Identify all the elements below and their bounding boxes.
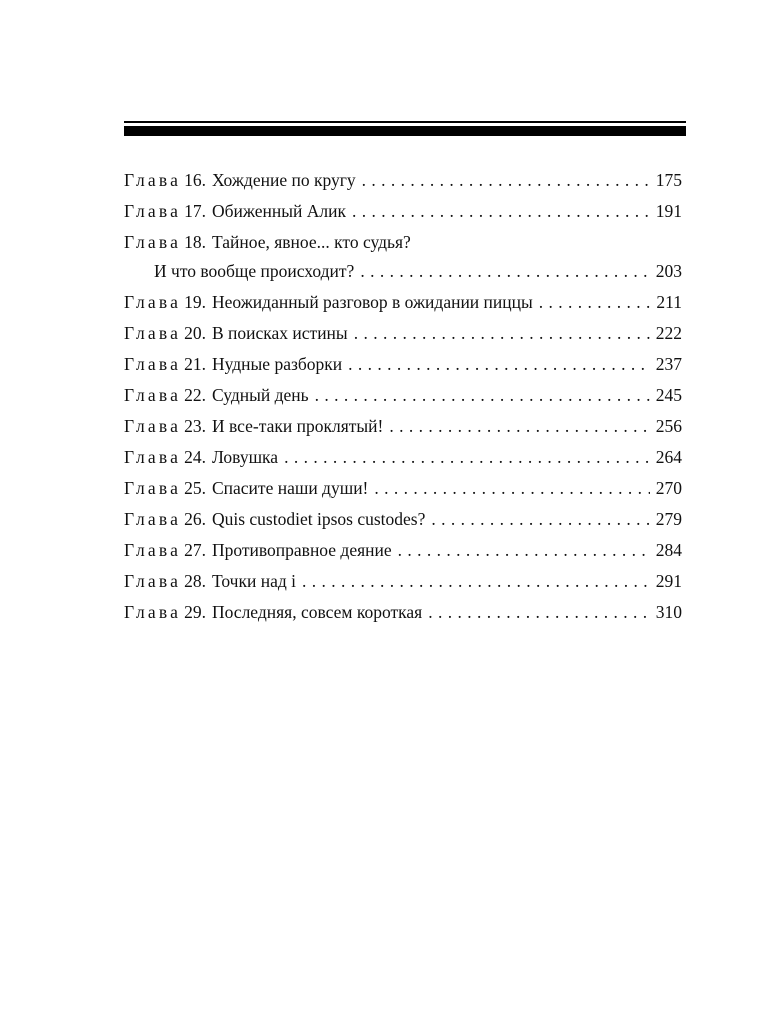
toc-entry-title: Quis custodiet ipsos custodes? xyxy=(211,509,426,529)
toc-entry-label: Глава xyxy=(124,509,182,529)
toc-entry xyxy=(124,475,682,502)
toc-entry-title: Хождение по кругу xyxy=(211,170,356,190)
toc-entry-title: Точки над і xyxy=(211,571,296,591)
toc-entry-page: 211 xyxy=(656,292,682,312)
toc-leader-dots xyxy=(284,444,650,471)
toc-entry-label: Глава xyxy=(124,354,182,374)
toc-entry-label: Глава xyxy=(124,478,182,498)
toc-entry-page: 264 xyxy=(655,447,682,467)
toc-entry xyxy=(124,568,682,595)
toc-entry-number: 21. xyxy=(184,354,206,374)
toc-leader-dots xyxy=(431,506,649,533)
toc-entry-page: 291 xyxy=(655,571,682,591)
toc-entry-number: 23. xyxy=(184,416,206,436)
toc-entry-label: Глава xyxy=(124,602,182,622)
toc-entry xyxy=(124,351,682,378)
toc-entry-page: 175 xyxy=(655,170,682,190)
toc-entry xyxy=(124,382,682,409)
toc-entry xyxy=(124,413,682,440)
toc-entry-title: Обиженный Алик xyxy=(211,201,346,221)
toc-entry-number: 27. xyxy=(184,540,206,560)
toc-entry-title: Судный день xyxy=(211,385,309,405)
toc-entry-page: 270 xyxy=(655,478,682,498)
toc-leader-dots xyxy=(315,382,650,409)
toc-entry-label: Глава xyxy=(124,540,182,560)
toc-entry-title: Тайное, явное... кто судья? xyxy=(211,232,411,252)
toc-entry-page: 279 xyxy=(655,509,682,529)
toc-entry-number: 29. xyxy=(184,602,206,622)
toc-entry-page: 310 xyxy=(655,602,682,622)
toc-entry-number: 19. xyxy=(184,292,206,312)
toc-entry-title: Нудные разборки xyxy=(211,354,343,374)
toc-entry-title: Противоправное деяние xyxy=(211,540,392,560)
toc-leader-dots xyxy=(360,258,649,285)
toc-entry-number: 28. xyxy=(184,571,206,591)
toc-leader-dots xyxy=(362,167,650,194)
toc-entry-page: 284 xyxy=(655,540,682,560)
toc-entry-page: 256 xyxy=(655,416,682,436)
toc-entry-label: Глава xyxy=(124,416,182,436)
toc-leader-dots xyxy=(398,537,650,564)
toc-entry-label: Глава xyxy=(124,232,182,252)
toc-entry-number: 18. xyxy=(184,232,206,252)
toc-entry-label: Глава xyxy=(124,201,182,221)
toc-entry xyxy=(124,229,682,285)
toc-leader-dots xyxy=(374,475,649,502)
toc-entry xyxy=(124,289,682,316)
toc-entry-label: Глава xyxy=(124,447,182,467)
toc-entry xyxy=(124,599,682,626)
toc-entry-label: Глава xyxy=(124,571,182,591)
toc-entry-page: 245 xyxy=(655,385,682,405)
toc-leader-dots xyxy=(302,568,650,595)
toc-entry-title: В поисках истины xyxy=(211,323,348,343)
toc-entry-title: Спасите наши души! xyxy=(211,478,369,498)
toc-entry-title-continuation: И что вообще происходит? xyxy=(154,261,355,281)
toc-entry xyxy=(124,167,682,194)
toc-leader-dots xyxy=(428,599,650,626)
toc-entry-number: 25. xyxy=(184,478,206,498)
toc-leader-dots xyxy=(348,351,650,378)
toc-leader-dots xyxy=(539,289,651,316)
toc-entry-number: 26. xyxy=(184,509,206,529)
toc-entry-page: 222 xyxy=(655,323,682,343)
toc-entry-title: И все-таки проклятый! xyxy=(211,416,384,436)
toc-entry-title: Последняя, совсем короткая xyxy=(211,602,423,622)
toc-entry xyxy=(124,537,682,564)
toc-entry-page: 237 xyxy=(655,354,682,374)
toc-entry-page: 203 xyxy=(655,261,682,281)
toc-entry-number: 24. xyxy=(184,447,206,467)
toc-entry-page: 191 xyxy=(655,201,682,221)
toc-entry-title: Ловушка xyxy=(211,447,279,467)
toc-entry-label: Глава xyxy=(124,292,182,312)
toc-entry-label: Глава xyxy=(124,323,182,343)
toc-entry-label: Глава xyxy=(124,170,182,190)
toc-leader-dots xyxy=(354,320,650,347)
toc-entry xyxy=(124,506,682,533)
table-of-contents xyxy=(124,167,682,626)
header-rule-thick-line xyxy=(124,126,686,136)
toc-entry-number: 16. xyxy=(184,170,206,190)
header-rule xyxy=(124,121,686,136)
toc-entry xyxy=(124,444,682,471)
toc-entry-number: 22. xyxy=(184,385,206,405)
toc-leader-dots xyxy=(352,198,650,225)
toc-entry-number: 17. xyxy=(184,201,206,221)
toc-entry-number: 20. xyxy=(184,323,206,343)
toc-entry xyxy=(124,198,682,225)
toc-entry-label: Глава xyxy=(124,385,182,405)
toc-entry xyxy=(124,320,682,347)
toc-leader-dots xyxy=(389,413,649,440)
toc-entry-title: Неожиданный разговор в ожидании пиццы xyxy=(211,292,533,312)
